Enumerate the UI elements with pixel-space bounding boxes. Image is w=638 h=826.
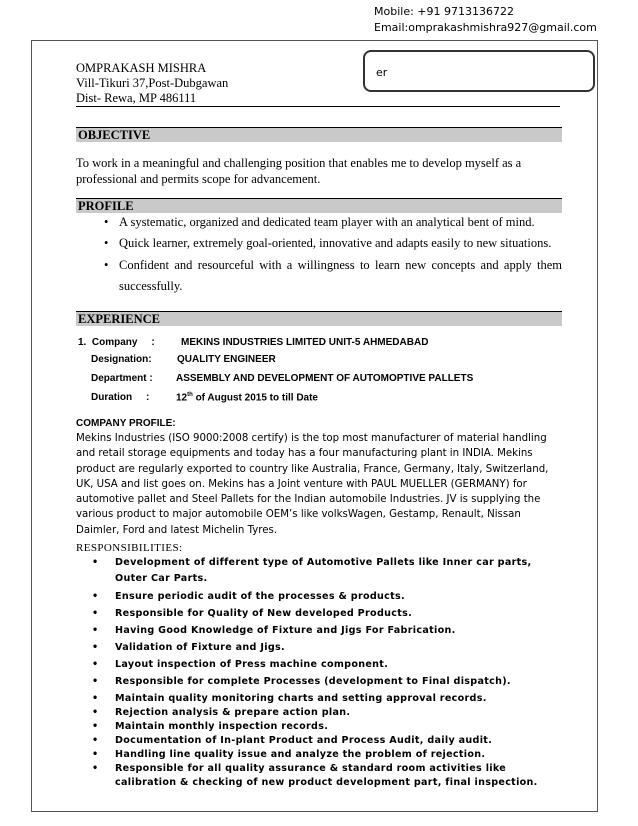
company-label: 1. Company : — [78, 337, 155, 348]
responsibility-item: • Handling line quality issue and analyze the problem of rejection. — [92, 748, 562, 762]
responsibility-item: • Validation of Fixture and Jigs. — [92, 641, 562, 655]
responsibility-item: • Responsible for Quality of New developed Products. — [92, 607, 562, 621]
candidate-name: OMPRAKASH MISHRA — [76, 61, 207, 75]
company-profile-text: Mekins Industries (ISO 9000:2008 certify) is the top most manufacturer of material handling and retail storage equipments and today has a four manufacturing plant in INDIA. Mekins product are regularly exported to country like Australia, France, Germany, Italy, Switzerland, UK, USA and list goes on. Mekins has a Joint venture with PAUL MUELLER (GERMANY) for automotive pallet and Steel Pallets for the Indian automobile Industries. JV is supplying the various product to major automobile OEM’s like volksWagen, Gestamp, Renault, Nissan Daimler, Ford and latest Michelin Tyres. — [76, 433, 549, 536]
responsibilities-list — [92, 555, 562, 790]
mobile-number: Mobile: +91 9713136722 — [374, 5, 514, 18]
profile-item: • Confident and resourceful with a willingness to learn new concepts and apply them successfully. — [104, 255, 562, 297]
responsibility-item: • Having Good Knowledge of Fixture and Jigs For Fabrication. — [92, 624, 562, 638]
department-label: Department : — [91, 373, 153, 384]
header-address — [76, 61, 228, 106]
profile-item: • Quick learner, extremely goal-oriented, innovative and adapts easily to new situations. — [104, 234, 562, 252]
duration-rest: of August 2015 to till Date — [192, 392, 318, 404]
duration-ordinal: th — [187, 392, 193, 398]
profile-list — [104, 213, 562, 297]
profile-item: • A systematic, organized and dedicated team player with an analytical bent of mind. — [104, 213, 562, 231]
text-box — [363, 50, 595, 92]
responsibility-item: • Responsible for all quality assurance & standard room activities like calibration & checking of new product development part, final inspection. — [92, 762, 562, 790]
responsibility-item: • Documentation of In-plant Product and Process Audit, daily audit. — [92, 734, 562, 748]
objective-text: To work in a meaningful and challenging position that enables me to develop myself as a professional and permits scope for advancement. — [76, 156, 522, 186]
responsibility-item: • Maintain monthly inspection records. — [92, 720, 562, 734]
designation-value: QUALITY ENGINEER — [177, 354, 276, 365]
address-line-1: Vill-Tikuri 37,Post-Dubgawan — [76, 76, 229, 90]
designation-label: Designation: — [91, 354, 152, 365]
responsibility-item: • Ensure periodic audit of the processes & products. — [92, 590, 562, 604]
text-box-content: er — [376, 66, 388, 79]
responsibility-item: • Rejection analysis & prepare action plan. — [92, 706, 562, 720]
address-line-2: Dist- Rewa, MP 486111 — [76, 91, 197, 105]
contact-info — [374, 4, 597, 36]
header-divider — [76, 106, 560, 107]
responsibilities-heading: RESPONSIBILITIES: — [76, 542, 183, 554]
duration-day: 12 — [176, 392, 188, 404]
responsibility-item: • Development of different type of Automotive Pallets like Inner car parts, Outer Car Parts. — [92, 555, 562, 587]
responsibility-item: • Maintain quality monitoring charts and setting approval records. — [92, 692, 562, 706]
email-address: Email:omprakashmishra927@gmail.com — [374, 21, 597, 34]
section-profile: PROFILE — [76, 198, 562, 213]
department-value: ASSEMBLY AND DEVELOPMENT OF AUTOMOPTIVE PALLETS — [176, 373, 474, 384]
duration-label: Duration : — [91, 392, 150, 403]
section-objective: OBJECTIVE — [76, 127, 562, 142]
duration-value — [176, 392, 318, 403]
responsibility-item: • Layout inspection of Press machine component. — [92, 658, 562, 672]
company-value: MEKINS INDUSTRIES LIMITED UNIT-5 AHMEDABAD — [181, 337, 429, 348]
company-profile-label: COMPANY PROFILE: — [76, 418, 176, 429]
section-experience: EXPERIENCE — [76, 311, 562, 326]
responsibility-item: • Responsible for complete Processes (development to Final dispatch). — [92, 675, 562, 689]
